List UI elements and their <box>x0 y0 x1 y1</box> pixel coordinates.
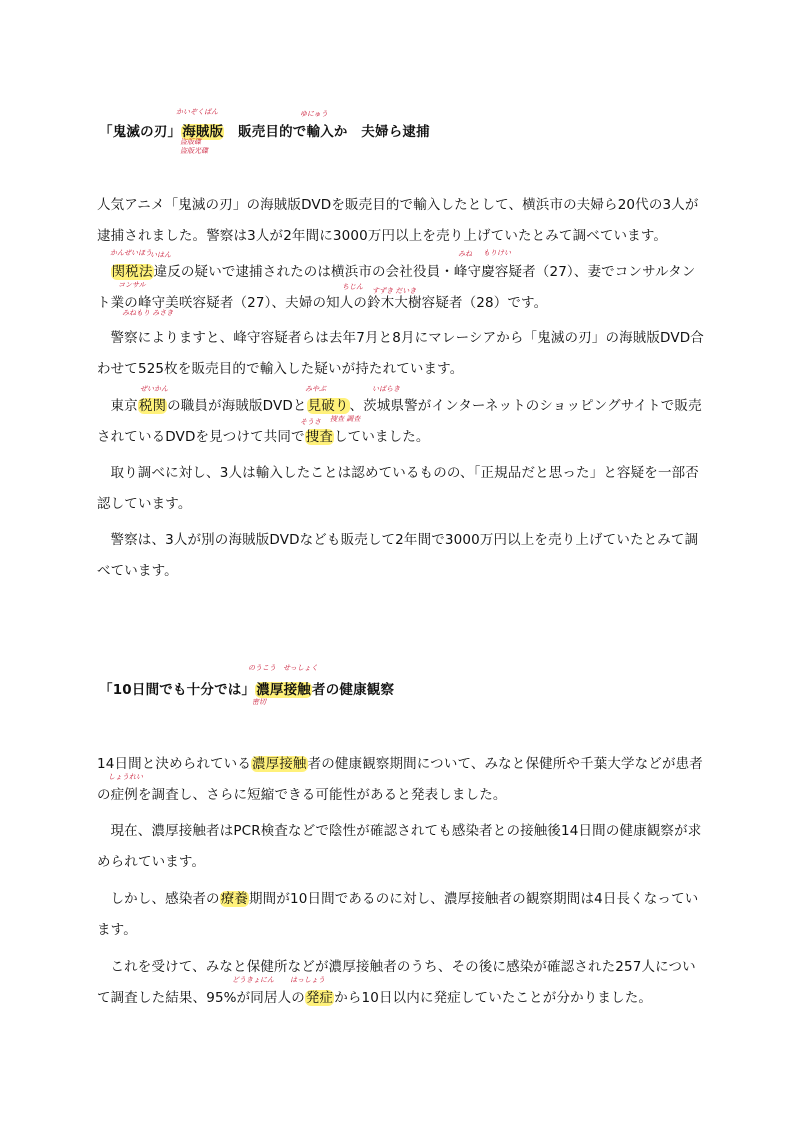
annotation-note: 捜查 調查 <box>330 415 361 423</box>
annotation-misaki: みねもり みさき <box>122 309 174 317</box>
annotation-kaizokuban: かいぞくばん <box>176 108 218 116</box>
section2-paragraph-2: 現在、濃厚接触者はPCR検査などで陰性が確認されても感染者との接触後14日間の健康観察が求められています。 <box>97 823 702 870</box>
section2-paragraph-4: これを受けて、みなと保健所などが濃厚接触者のうち、その後に感染が確認された257人について調査した結果、95%が同居人の発症から10日以内に発症していたことが分かりました。 <box>97 959 696 1006</box>
highlighted-term: 発症 <box>305 990 334 1006</box>
section2-paragraph-3: しかし、感染者の療養期間が10日間であるのに対し、濃厚接触者の観察期間は4日長くなっています。 <box>97 891 699 938</box>
annotation-shourei: しょうれい <box>108 773 143 781</box>
section2-paragraph-1: 14日間と決められている濃厚接触者の健康観察期間について、みなと保健所や千葉大学などが患者の症例を調査し、さらに短縮できる可能性があると発表しました。 <box>97 756 703 803</box>
annotation-noukou: のうこう <box>248 664 276 672</box>
highlighted-term: 療養 <box>220 891 249 907</box>
highlighted-term: 税関 <box>138 398 167 414</box>
section1-heading <box>99 120 430 140</box>
heading-part: 者の健康観察 <box>312 682 395 698</box>
annotation-miyaburi: みやぶ <box>305 385 326 393</box>
section1-paragraph-4: 東京税関の職員が海賊版DVDと見破り、茨城県警がインターネットのショッピングサイトで販売されているDVDを見つけて共同で捜査していました。 <box>97 398 702 445</box>
highlighted-term: 濃厚接触 <box>256 682 311 698</box>
annotation-kanzeihou: かんぜいほう <box>110 249 152 257</box>
annotation-hasshou: はっしょう <box>290 976 325 984</box>
heading-part: 「鬼滅の刃」 <box>99 124 182 140</box>
annotation-yunyuu: ゆにゅう <box>300 110 328 118</box>
highlighted-term: 見破り <box>307 398 349 414</box>
annotation-sesshoku: せっしょく <box>283 664 318 672</box>
annotation-doukyonin: どうきょにん <box>232 976 274 984</box>
annotation-note: 盗版碟 <box>180 138 201 146</box>
annotation-note: 密切 <box>252 698 266 706</box>
heading-part: 販売目的で輸入か 夫婦ら逮捕 <box>224 124 430 140</box>
heading-part: 「10日間でも十分では」 <box>99 682 256 698</box>
annotation-sousa: そうさ <box>300 418 321 426</box>
annotation-note: 盗版光碟 <box>180 147 208 155</box>
highlighted-term: 関税法 <box>111 264 153 280</box>
annotation-zeikan: ぜいかん <box>140 385 168 393</box>
highlighted-term: 濃厚接触 <box>251 756 307 772</box>
annotation-ibaraki: いばらき <box>372 385 400 393</box>
paragraph-text: 違反の疑いで逮捕されたのは横浜市の会社役員・峰守慶容疑者（27）、妻でコンサルタント業の峰守美咲容疑者（27）、夫婦の知人の鈴木大樹容疑者（28）です。 <box>97 264 696 311</box>
highlighted-term: 海賊版 <box>182 124 224 140</box>
annotation-morikei: もりけい <box>483 249 511 257</box>
annotation-mine: みね <box>458 250 472 258</box>
annotation-consul: コンサル <box>118 281 146 289</box>
annotation-suzuki: すずき だいき <box>372 287 417 295</box>
annotation-chijin: ちじん <box>342 283 363 291</box>
section2-heading <box>99 678 394 698</box>
section1-paragraph-5: 取り調べに対し、3人は輸入したことは認めているものの、「正規品だと思った」と容疑を一部否認しています。 <box>97 465 699 512</box>
highlighted-term: 捜査 <box>305 429 334 445</box>
section1-paragraph-6: 警察は、3人が別の海賊版DVDなども販売して2年間で3000万円以上を売り上げていたとみて調べています。 <box>97 532 699 579</box>
section1-paragraph-3: 警察によりますと、峰守容疑者らは去年7月と8月にマレーシアから「鬼滅の刃」の海賊版DVD合わせて525枚を販売目的で輸入した疑いが持たれています。 <box>97 330 704 377</box>
annotation-ihan: いはん <box>150 251 171 259</box>
section1-paragraph-1: 人気アニメ「鬼滅の刃」の海賊版DVDを販売目的で輸入したとして、横浜市の夫婦ら20代の3人が逮捕されました。警察は3人が2年間に3000万円以上を売り上げていたとみて調べています。 <box>97 197 699 244</box>
